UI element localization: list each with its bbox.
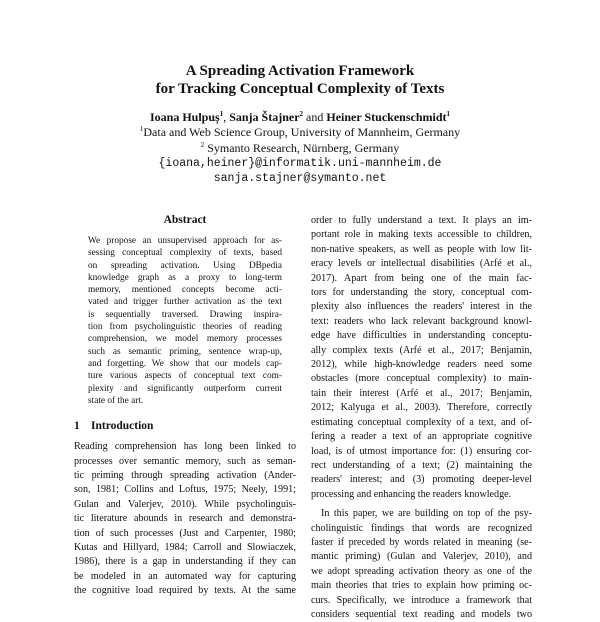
title-line-2: for Tracking Conceptual Complexity of Texts (155, 81, 445, 97)
affiliation-1-sup: 1 (139, 125, 144, 134)
body-line: fering a reader a text of an appropriate cognitive (311, 431, 532, 443)
abstract-line: such as semantic priming, sentence wrap-up, (88, 346, 282, 357)
author-block (0, 110, 600, 186)
intro-line: 1986), there is a gap in understanding if they can (74, 556, 296, 568)
email-1: {ioana,heiner}@informatik.uni-mannheim.de (158, 156, 442, 170)
email-2: sanja.stajner@symanto.net (213, 172, 387, 186)
author-1: Ioana Hulpuș (150, 110, 220, 124)
paper-title (0, 62, 600, 98)
abstract-line: ture various aspects of conceptual text com- (88, 371, 282, 382)
intro-line: son, 1981; Collins and Loftus, 1975; Neely, 1991; (74, 484, 296, 496)
section-title: Introduction (91, 420, 154, 433)
body-line: eracy levels or intellectual disabilities (Arfé et al., (311, 258, 532, 270)
intro-line: be modeled in an automated way for capturing (74, 570, 296, 582)
section-number: 1 (74, 420, 80, 433)
body-line: readers' interest; and (3) promoting deeper-level (311, 474, 532, 486)
affiliation-1 (0, 125, 600, 140)
intro-line: tion of such processes (Just and Carpenter, 1980; (74, 527, 296, 539)
abstract-line: memory, mentioned concepts become acti- (88, 285, 282, 296)
right-paragraph-1 (311, 214, 532, 502)
abstract-line: comprehension, we model memory processes (88, 334, 282, 345)
author-2-sup: 2 (299, 110, 304, 118)
author-3-sup: 1 (446, 110, 450, 118)
affiliation-2-text: Symanto Research, Nürnberg, Germany (204, 140, 400, 155)
author-2: Sanja Štajner (229, 110, 300, 124)
intro-line: the cognitive load required by texts. At the same (74, 585, 296, 597)
right-paragraph-2 (311, 507, 532, 622)
body-line: load, is of utmost importance for: (1) ensuring cor- (311, 445, 532, 457)
abstract-text (88, 235, 282, 407)
abstract-line: and forgetting. We show that our models cap- (88, 358, 282, 369)
intro-line: tic priming through spreading activation (Ander- (74, 469, 296, 481)
affiliation-2 (0, 141, 600, 156)
section-heading-introduction (74, 420, 296, 432)
body-line: considers sequential text reading and models two (311, 608, 532, 620)
body-line: tain their interest (Arfé et al., 2017; Benjamin, (311, 387, 532, 399)
body-line: cholinguistic findings that words are recognized (311, 522, 532, 534)
affiliation-1-text: Data and Web Science Group, University of Mannheim, Germany (143, 125, 461, 140)
abstract-line: sessing conceptual complexity of texts, based (88, 248, 282, 259)
intro-line: tic literature abounds in research and demonstra- (74, 513, 296, 525)
intro-line: processes over semantic memory, such as seman- (74, 455, 296, 467)
body-line: ally complex texts (Arfé et al., 2017; Benjamin, (311, 344, 532, 356)
abstract-line: We propose an unsupervised approach for as- (88, 236, 282, 246)
intro-paragraph-left (74, 440, 296, 598)
abstract-line: knowledge graph as a proxy to long-term (88, 272, 282, 283)
body-line: estimating conceptual complexity of a text, and of- (311, 416, 532, 428)
body-line: non-native speakers, as well as people with low lit- (311, 243, 532, 255)
abstract-line: plexity and significantly outperform current (88, 383, 282, 394)
left-column (74, 214, 296, 599)
title-line-1: A Spreading Activation Framework (185, 63, 415, 79)
body-line: mantic priming) (Gulan and Valerjev, 2010), and (311, 551, 532, 563)
intro-line: Reading comprehension has long been linked to (74, 441, 296, 453)
body-line: faster if preceded by words related in meaning (se- (311, 536, 532, 548)
author-separator: , (223, 110, 230, 124)
body-line: 2017). Apart from being one of the main fac- (311, 272, 532, 284)
body-line: tors for understanding the story, conceptual com- (311, 287, 532, 299)
body-line: obstacles (more conceptual complexity) to main- (311, 373, 532, 385)
body-line: 2012), while high-knowledge readers need some (311, 359, 532, 371)
author-3: Heiner Stuckenschmidt (326, 110, 447, 124)
abstract-line: is sequentially traversed. Drawing inspira- (88, 309, 282, 320)
abstract-heading: Abstract (163, 214, 207, 226)
body-line: processing and enhancing the readers knowledge. (311, 488, 512, 500)
intro-line: Kutas and Hillyard, 1984; Carroll and Slowiaczek, (74, 542, 296, 553)
body-line: curs. Specifically, we introduce a framework that (311, 594, 532, 606)
abstract-line: on spreading activation. Using DBpedia (88, 260, 282, 271)
body-line: order to fully understand a text. It plays an im- (311, 215, 532, 226)
body-line: text: readers who lack relevant background knowl- (311, 315, 532, 327)
body-line: plexity also influences the readers' interest in the (311, 301, 532, 313)
abstract-line: state of the art. (88, 395, 144, 406)
affiliation-2-sup: 2 (200, 140, 205, 149)
body-line: 2012; Kalyuga et al., 2003). Therefore, correctly (311, 402, 532, 414)
right-column (311, 214, 532, 622)
body-line: rect understanding of a text; (2) maintaining the (311, 459, 532, 471)
author-names (0, 110, 600, 125)
body-line: In this paper, we are building on top of the psy- (321, 508, 532, 520)
author-1-sup: 1 (219, 110, 224, 118)
body-line: edge have difficulties in understanding conceptu- (311, 330, 532, 342)
body-line: main theories that tries to explain how priming oc- (311, 580, 532, 592)
abstract-line: tion from psycholinguistic theories of reading (88, 322, 282, 333)
body-line: portant role in making texts accessible to children, (311, 229, 532, 241)
intro-line: Gulan and Valerjev, 2010). While psycholinguis- (74, 498, 296, 510)
author-and: and (303, 110, 327, 124)
abstract-line: vated and trigger further activation as the text (88, 297, 282, 308)
body-line: we adopt spreading activation theory as one of the (311, 565, 532, 577)
